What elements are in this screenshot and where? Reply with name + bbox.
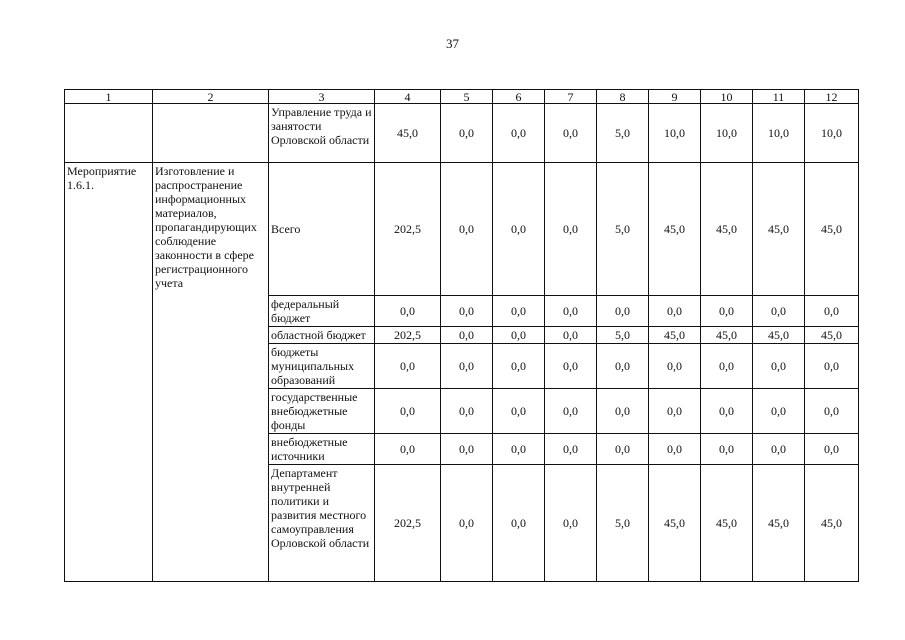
value-cell: 0,0	[753, 434, 805, 465]
row-label: Управление труда и занятости Орловской области	[269, 104, 375, 163]
column-number: 6	[493, 90, 545, 104]
column-number: 1	[65, 90, 153, 104]
budget-table	[64, 89, 859, 582]
value-cell: 0,0	[441, 104, 493, 163]
value-cell: 45,0	[753, 163, 805, 296]
value-cell: 0,0	[805, 389, 859, 434]
value-cell: 0,0	[545, 296, 597, 327]
row-label: федеральный бюджет	[269, 296, 375, 327]
empty-cell	[65, 104, 153, 163]
table-row	[65, 104, 859, 163]
value-cell: 0,0	[545, 465, 597, 582]
column-number: 9	[649, 90, 701, 104]
value-cell: 0,0	[545, 344, 597, 389]
value-cell: 45,0	[805, 163, 859, 296]
value-cell: 0,0	[597, 389, 649, 434]
value-cell: 0,0	[545, 104, 597, 163]
value-cell: 45,0	[649, 465, 701, 582]
value-cell: 202,5	[375, 465, 441, 582]
column-number: 4	[375, 90, 441, 104]
value-cell: 0,0	[493, 389, 545, 434]
row-label: Всего	[269, 163, 375, 296]
value-cell: 0,0	[649, 434, 701, 465]
value-cell: 0,0	[649, 296, 701, 327]
column-number: 10	[701, 90, 753, 104]
value-cell: 45,0	[753, 465, 805, 582]
value-cell: 0,0	[805, 434, 859, 465]
column-number: 3	[269, 90, 375, 104]
value-cell: 0,0	[375, 344, 441, 389]
value-cell: 45,0	[805, 327, 859, 344]
value-cell: 45,0	[701, 327, 753, 344]
value-cell: 45,0	[649, 327, 701, 344]
value-cell: 0,0	[493, 104, 545, 163]
column-number: 8	[597, 90, 649, 104]
row-label: бюджеты муниципальных образований	[269, 344, 375, 389]
value-cell: 5,0	[597, 163, 649, 296]
value-cell: 0,0	[545, 163, 597, 296]
empty-cell	[153, 104, 269, 163]
value-cell: 0,0	[701, 389, 753, 434]
value-cell: 0,0	[493, 327, 545, 344]
value-cell: 0,0	[441, 296, 493, 327]
value-cell: 0,0	[753, 296, 805, 327]
value-cell: 0,0	[441, 163, 493, 296]
table-row	[65, 163, 859, 296]
value-cell: 0,0	[597, 296, 649, 327]
value-cell: 0,0	[375, 434, 441, 465]
value-cell: 0,0	[805, 296, 859, 327]
row-label: государственные внебюджетные фонды	[269, 389, 375, 434]
value-cell: 0,0	[441, 344, 493, 389]
row-label: Департамент внутренней политики и развития местного самоуправления Орловской области	[269, 465, 375, 582]
value-cell: 0,0	[753, 389, 805, 434]
value-cell: 0,0	[493, 344, 545, 389]
value-cell: 45,0	[701, 465, 753, 582]
value-cell: 45,0	[753, 327, 805, 344]
page-number: 37	[446, 36, 459, 51]
value-cell: 202,5	[375, 327, 441, 344]
value-cell: 5,0	[597, 104, 649, 163]
column-number: 11	[753, 90, 805, 104]
value-cell: 10,0	[701, 104, 753, 163]
value-cell: 0,0	[545, 434, 597, 465]
column-number: 12	[805, 90, 859, 104]
value-cell: 0,0	[649, 344, 701, 389]
value-cell: 10,0	[649, 104, 701, 163]
value-cell: 0,0	[441, 389, 493, 434]
value-cell: 0,0	[753, 344, 805, 389]
value-cell: 0,0	[441, 434, 493, 465]
value-cell: 0,0	[597, 344, 649, 389]
measure-id: Мероприятие 1.6.1.	[65, 163, 153, 582]
value-cell: 5,0	[597, 465, 649, 582]
value-cell: 0,0	[493, 465, 545, 582]
value-cell: 10,0	[805, 104, 859, 163]
measure-name: Изготовление и распространение информационных материалов, пропагандирующих соблюдение законности в сфере регистрационного учета	[153, 163, 269, 582]
value-cell: 0,0	[701, 434, 753, 465]
value-cell: 0,0	[375, 296, 441, 327]
value-cell: 0,0	[441, 465, 493, 582]
value-cell: 0,0	[493, 434, 545, 465]
row-label: областной бюджет	[269, 327, 375, 344]
value-cell: 202,5	[375, 163, 441, 296]
value-cell: 5,0	[597, 327, 649, 344]
value-cell: 45,0	[649, 163, 701, 296]
column-number: 7	[545, 90, 597, 104]
value-cell: 0,0	[701, 344, 753, 389]
value-cell: 0,0	[805, 344, 859, 389]
column-number: 5	[441, 90, 493, 104]
value-cell: 0,0	[493, 163, 545, 296]
value-cell: 0,0	[493, 296, 545, 327]
column-number-row	[65, 90, 859, 104]
row-label: внебюджетные источники	[269, 434, 375, 465]
value-cell: 10,0	[753, 104, 805, 163]
value-cell: 0,0	[597, 434, 649, 465]
value-cell: 0,0	[701, 296, 753, 327]
column-number: 2	[153, 90, 269, 104]
value-cell: 0,0	[375, 389, 441, 434]
value-cell: 45,0	[805, 465, 859, 582]
value-cell: 45,0	[701, 163, 753, 296]
value-cell: 0,0	[545, 389, 597, 434]
value-cell: 0,0	[649, 389, 701, 434]
value-cell: 45,0	[375, 104, 441, 163]
value-cell: 0,0	[441, 327, 493, 344]
value-cell: 0,0	[545, 327, 597, 344]
